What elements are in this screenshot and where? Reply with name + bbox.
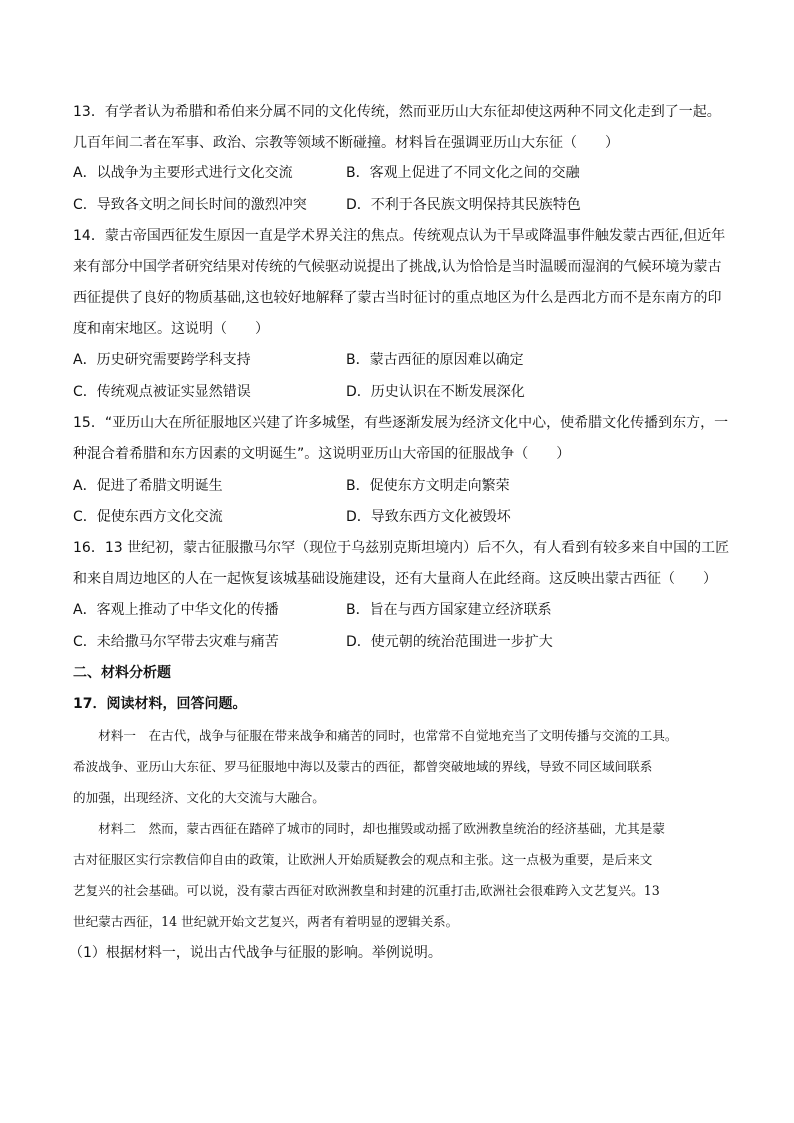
question-16-option-d[interactable]: D．使元朝的统治范围进一步扩大 bbox=[346, 634, 553, 650]
question-16-stem-line-1: 16．13 世纪初，蒙古征服撒马尔罕（现位于乌兹别克斯坦境内）后不久，有人看到有较多来自中国的工匠 bbox=[73, 540, 730, 556]
question-15-option-d[interactable]: D．导致东西方文化被毁坏 bbox=[346, 509, 511, 525]
question-14-option-b[interactable]: B．蒙古西征的原因难以确定 bbox=[346, 352, 524, 368]
question-14-option-c[interactable]: C．传统观点被证实显然错误 bbox=[73, 384, 251, 400]
question-14-stem-line-2: 来有部分中国学者研究结果对传统的气候驱动说提出了挑战,认为恰恰是当时温暖而湿润的气候环境为蒙古 bbox=[73, 259, 722, 275]
question-13-option-b[interactable]: B．客观上促进了不同文化之间的交融 bbox=[346, 165, 580, 181]
question-13-option-d[interactable]: D．不利于各民族文明保持其民族特色 bbox=[346, 197, 581, 213]
question-15-option-b[interactable]: B．促使东方文明走向繁荣 bbox=[346, 478, 510, 494]
question-14-option-d[interactable]: D．历史认识在不断发展深化 bbox=[346, 384, 525, 400]
question-15-option-c[interactable]: C．促使东西方文化交流 bbox=[73, 509, 223, 525]
material-2-line-2: 古对征服区实行宗教信仰自由的政策，让欧洲人开始质疑教会的观点和主张。这一点极为重要，是后来文 bbox=[73, 852, 653, 867]
question-14-stem-line-4: 度和南宋地区。这说明（ ） bbox=[73, 321, 269, 337]
section-heading: 二、材料分析题 bbox=[73, 665, 171, 681]
material-1-line-2: 希波战争、亚历山大东征、罗马征服地中海以及蒙古的西征，都曾突破地域的界线，导致不同区域间联系 bbox=[73, 759, 653, 774]
question-15-stem-line-1: 15．“亚历山大在所征服地区兴建了许多城堡，有些逐渐发展为经济文化中心，使希腊文化传播到东方，一 bbox=[73, 415, 729, 431]
question-17-title: 17．阅读材料，回答问题。 bbox=[73, 696, 247, 712]
question-16-stem-line-2: 和来自周边地区的人在一起恢复该城基础设施建设，还有大量商人在此经商。这反映出蒙古西征（ ） bbox=[73, 571, 717, 587]
material-1-line-3: 的加强，出现经济、文化的大交流与大融合。 bbox=[73, 790, 325, 805]
question-17-sub-1: （1）根据材料一，说出古代战争与征服的影响。举例说明。 bbox=[69, 945, 442, 961]
question-16-option-a[interactable]: A．客观上推动了中华文化的传播 bbox=[73, 602, 279, 618]
question-14-stem-line-3: 西征提供了良好的物质基础,这也较好地解释了蒙古当时征讨的重点地区为什么是西北方而不是东南方的印 bbox=[73, 290, 722, 306]
question-13-stem-line-2: 几百年间二者在军事、政治、宗教等领域不断碰撞。材料旨在强调亚历山大东征（ ） bbox=[73, 135, 619, 151]
question-14-stem-line-1: 14．蒙古帝国西征发生原因一直是学术界关注的焦点。传统观点认为干旱或降温事件触发蒙古西征,但近年 bbox=[73, 228, 726, 244]
material-2-line-4: 世纪蒙古西征，14 世纪就开始文艺复兴，两者有着明显的逻辑关系。 bbox=[73, 914, 459, 929]
question-13-option-a[interactable]: A．以战争为主要形式进行文化交流 bbox=[73, 165, 293, 181]
question-15-option-a[interactable]: A．促进了希腊文明诞生 bbox=[73, 478, 223, 494]
material-1-line-1: 材料一 在古代，战争与征服在带来战争和痛苦的同时，也常常不自觉地充当了文明传播与交流的工具。 bbox=[73, 728, 678, 743]
question-15-stem-line-2: 种混合着希腊和东方因素的文明诞生”。这说明亚历山大帝国的征服战争（ ） bbox=[73, 446, 571, 462]
material-2-line-3: 艺复兴的社会基础。可以说，没有蒙古西征对欧洲教皇和封建的沉重打击,欧洲社会很难跨入文艺复兴。13 bbox=[73, 883, 660, 898]
material-2-line-1: 材料二 然而，蒙古西征在踏碎了城市的同时，却也摧毁或动摇了欧洲教皇统治的经济基础，尤其是蒙 bbox=[73, 821, 665, 836]
question-16-option-b[interactable]: B．旨在与西方国家建立经济联系 bbox=[346, 602, 552, 618]
question-14-option-a[interactable]: A．历史研究需要跨学科支持 bbox=[73, 352, 251, 368]
question-16-option-c[interactable]: C．未给撒马尔罕带去灾难与痛苦 bbox=[73, 634, 279, 650]
question-13-option-c[interactable]: C．导致各文明之间长时间的激烈冲突 bbox=[73, 197, 307, 213]
question-13-stem-line-1: 13．有学者认为希腊和希伯来分属不同的文化传统，然而亚历山大东征却使这两种不同文化走到了一起。 bbox=[73, 104, 721, 120]
